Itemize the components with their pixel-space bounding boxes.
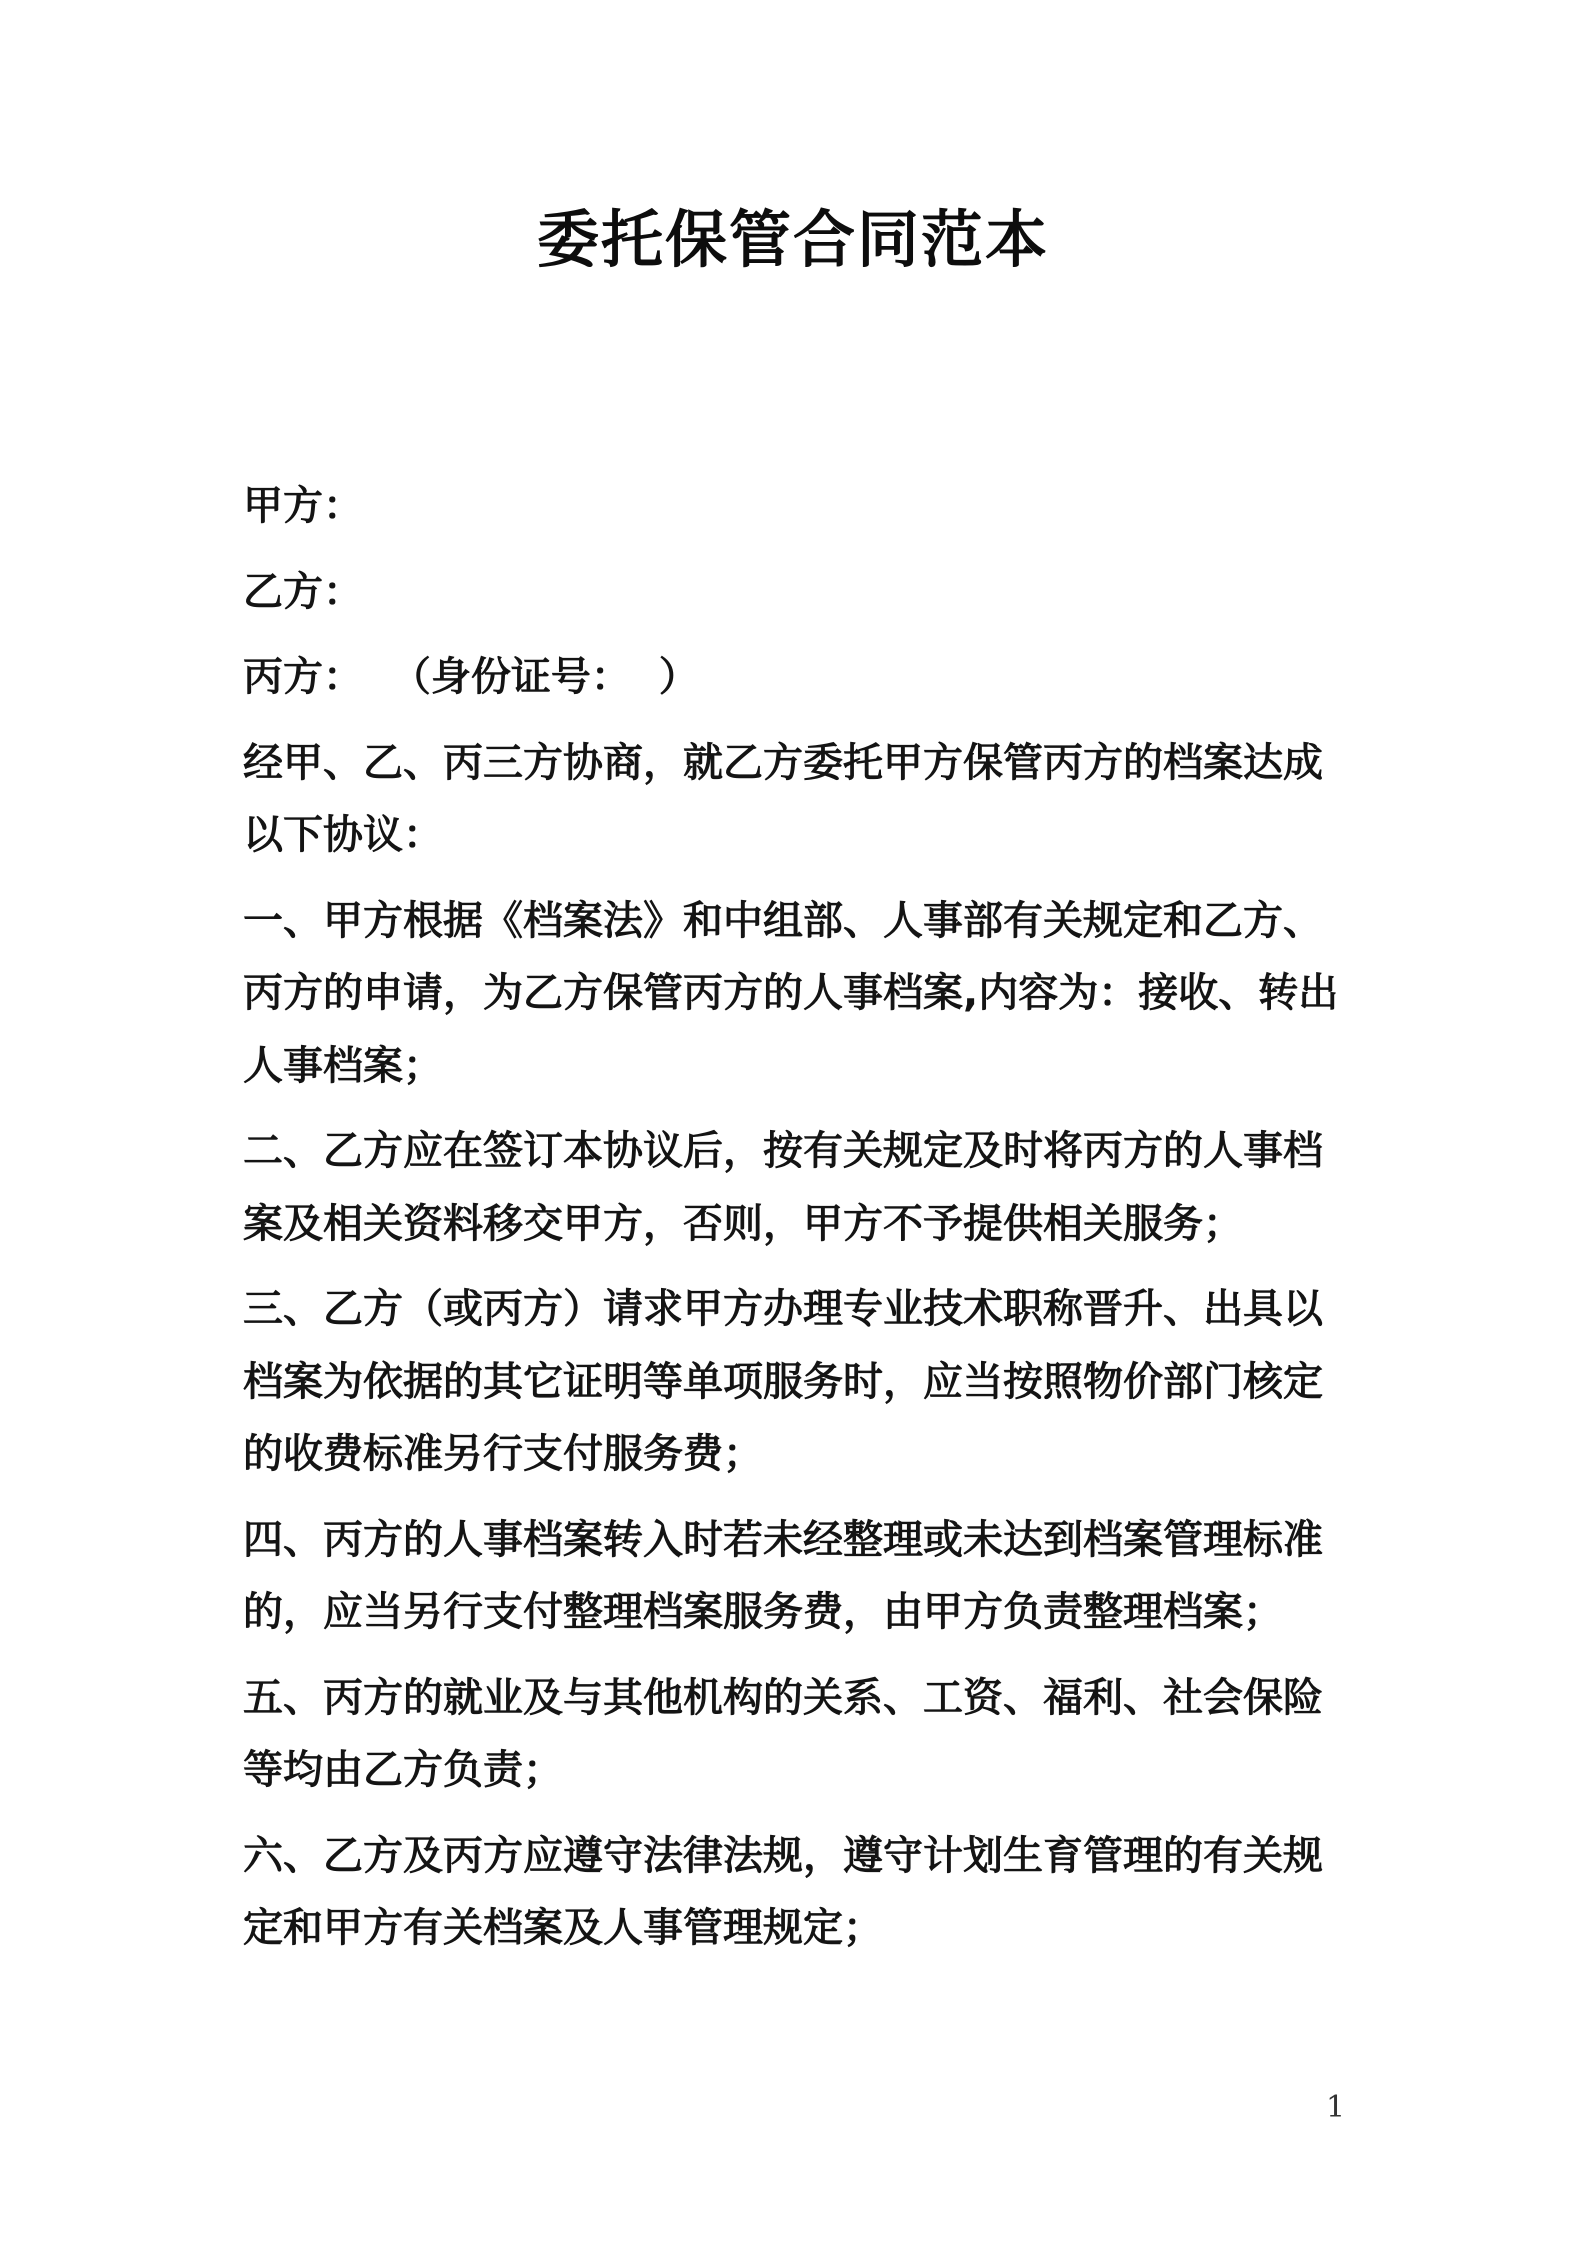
- clause-5: [243, 1662, 1363, 1807]
- party-b-line: 乙方：: [243, 568, 363, 615]
- clause-line: 人事档案；: [243, 1042, 443, 1089]
- party-c-line: 丙方： （身份证号： ）: [243, 654, 699, 700]
- clause-line: 六、乙方及丙方应遵守法律法规，遵守计划生育管理的有关规: [243, 1832, 1323, 1879]
- party-a-line: 甲方：: [243, 483, 363, 529]
- clause-3: [243, 1273, 1363, 1491]
- document-title: 委托保管合同范本: [536, 203, 1049, 276]
- clause-line: 的收费标准另行支付服务费；: [243, 1431, 763, 1477]
- clause-6: [243, 1820, 1363, 1965]
- clause-line: 的，应当另行支付整理档案服务费，由甲方负责整理档案；: [243, 1589, 1283, 1635]
- clause-line: 三、乙方（或丙方）请求甲方办理专业技术职称晋升、出具以: [243, 1286, 1323, 1332]
- intro-line: 经甲、乙、丙三方协商，就乙方委托甲方保管丙方的档案达成: [243, 739, 1323, 786]
- clause-2: [243, 1115, 1363, 1260]
- clause-1: [243, 885, 1363, 1103]
- clause-line: 二、乙方应在签订本协议后，按有关规定及时将丙方的人事档: [243, 1128, 1323, 1174]
- intro-line: 以下协议：: [243, 812, 443, 858]
- clause-line: 五、丙方的就业及与其他机构的关系、工资、福利、社会保险: [243, 1674, 1323, 1721]
- document-body: [243, 470, 1363, 1978]
- page-number: 1: [1326, 2090, 1346, 2125]
- clause-line: 等均由乙方负责；: [243, 1747, 563, 1793]
- clause-line: 档案为依据的其它证明等单项服务时，应当按照物价部门核定: [243, 1358, 1323, 1405]
- clause-line: 四、丙方的人事档案转入时若未经整理或未达到档案管理标准: [243, 1516, 1323, 1563]
- clause-line: 丙方的申请，为乙方保管丙方的人事档案,内容为：接收、转出: [243, 970, 1339, 1016]
- clause-line: 定和甲方有关档案及人事管理规定；: [243, 1905, 883, 1951]
- clause-4: [243, 1504, 1363, 1649]
- intro-paragraph: [243, 727, 1363, 872]
- clause-line: 案及相关资料移交甲方，否则，甲方不予提供相关服务；: [243, 1200, 1243, 1247]
- clause-line: 一、甲方根据《档案法》和中组部、人事部有关规定和乙方、: [243, 897, 1323, 944]
